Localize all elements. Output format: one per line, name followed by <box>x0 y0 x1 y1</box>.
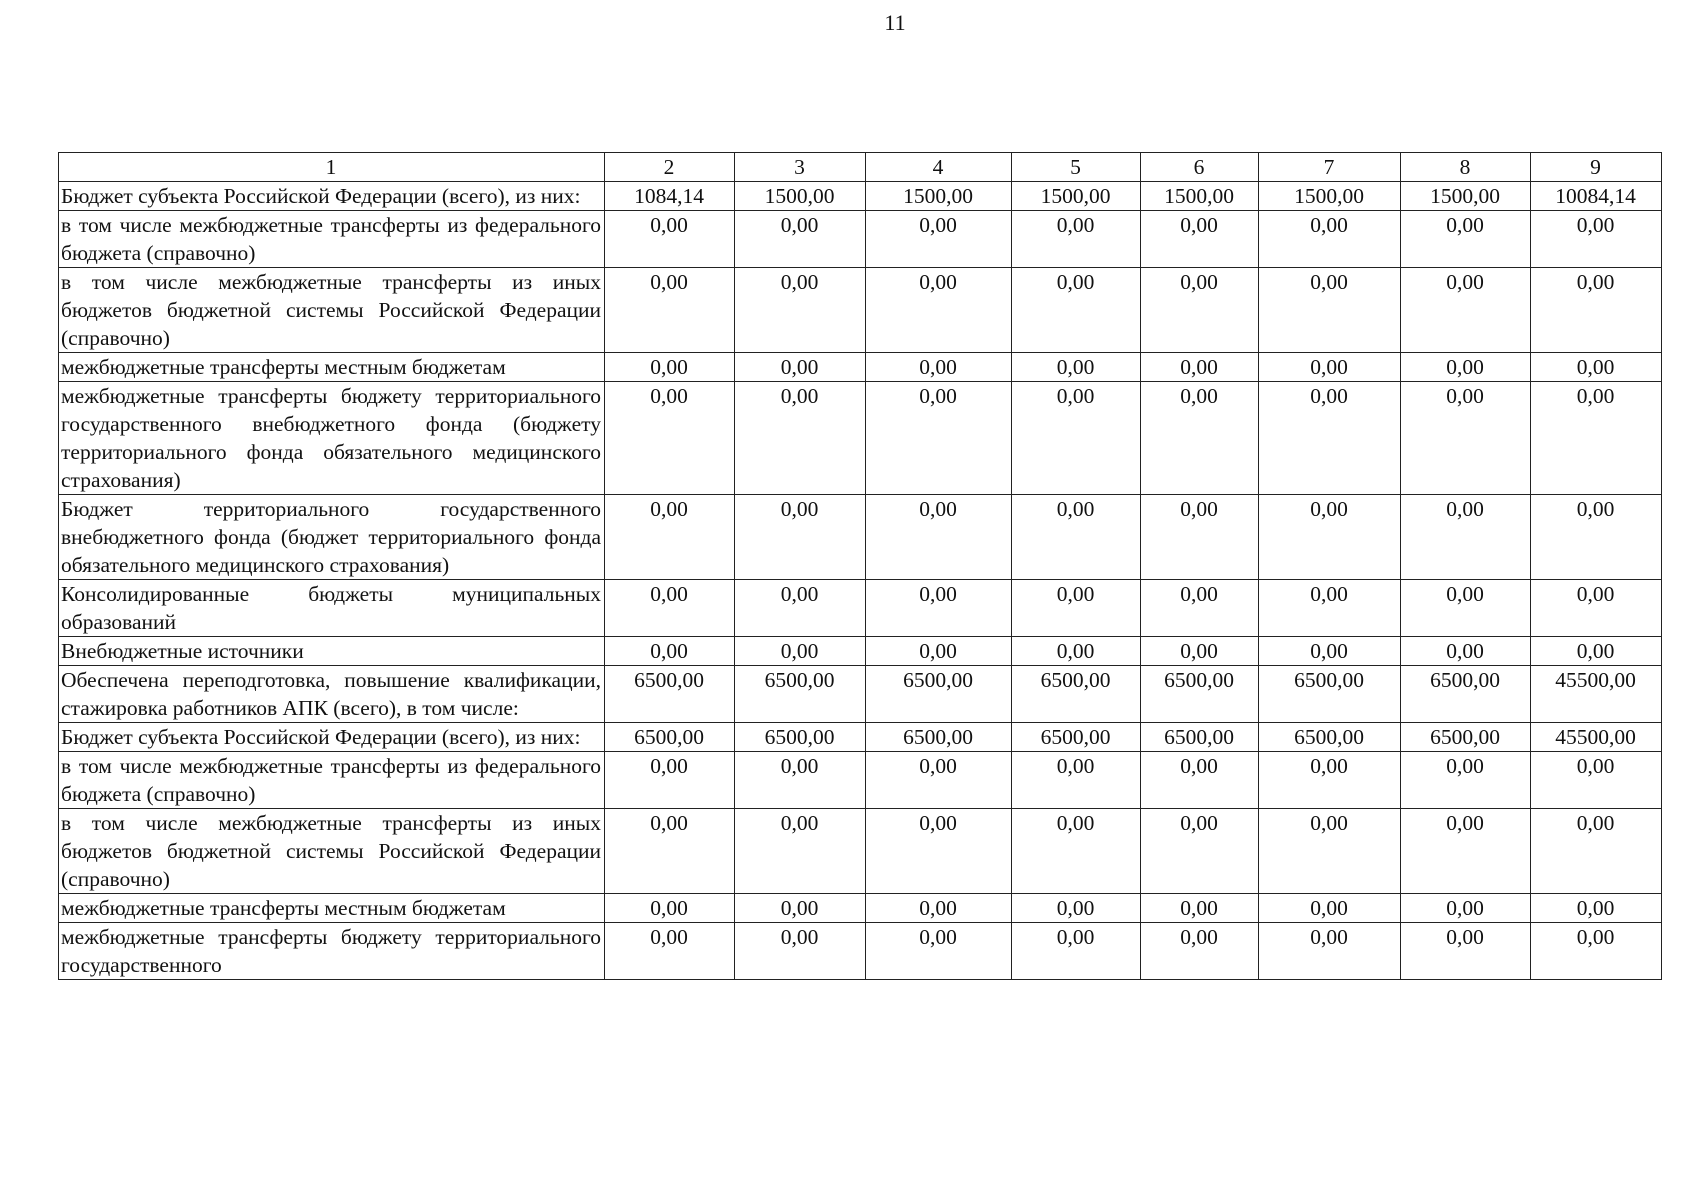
value-cell-col-5: 0,00 <box>1012 382 1141 495</box>
table-row <box>59 495 1662 580</box>
value-cell-col-6: 0,00 <box>1141 894 1259 923</box>
row-label: Бюджет субъекта Российской Федерации (всего), из них: <box>59 723 605 752</box>
value-cell-col-5: 0,00 <box>1012 268 1141 353</box>
value-cell-col-3: 6500,00 <box>735 666 866 723</box>
value-cell-col-7: 1500,00 <box>1259 182 1401 211</box>
value-cell-col-2: 0,00 <box>605 382 735 495</box>
value-cell-col-4: 0,00 <box>866 809 1012 894</box>
value-cell-col-6: 6500,00 <box>1141 723 1259 752</box>
value-cell-col-2: 0,00 <box>605 752 735 809</box>
table-row <box>59 580 1662 637</box>
value-cell-col-6: 0,00 <box>1141 923 1259 980</box>
row-label: межбюджетные трансферты бюджету территориального государственного внебюджетного фонда (бюджету территориального фонда обязательного медицинского страхования) <box>59 382 605 495</box>
value-cell-col-3: 0,00 <box>735 382 866 495</box>
value-cell-col-6: 0,00 <box>1141 353 1259 382</box>
value-cell-col-3: 0,00 <box>735 809 866 894</box>
value-cell-col-8: 0,00 <box>1401 580 1531 637</box>
value-cell-col-8: 0,00 <box>1401 752 1531 809</box>
value-cell-col-4: 6500,00 <box>866 723 1012 752</box>
table-row <box>59 268 1662 353</box>
value-cell-col-6: 0,00 <box>1141 495 1259 580</box>
table-row <box>59 182 1662 211</box>
value-cell-col-2: 0,00 <box>605 211 735 268</box>
value-cell-col-7: 0,00 <box>1259 752 1401 809</box>
value-cell-col-2: 0,00 <box>605 923 735 980</box>
value-cell-col-5: 0,00 <box>1012 809 1141 894</box>
value-cell-col-7: 6500,00 <box>1259 666 1401 723</box>
value-cell-col-3: 0,00 <box>735 637 866 666</box>
column-header-6: 6 <box>1141 153 1259 182</box>
row-label: межбюджетные трансферты местным бюджетам <box>59 894 605 923</box>
value-cell-col-9: 0,00 <box>1531 495 1662 580</box>
column-header-4: 4 <box>866 153 1012 182</box>
value-cell-col-2: 0,00 <box>605 894 735 923</box>
column-header-5: 5 <box>1012 153 1141 182</box>
value-cell-col-7: 0,00 <box>1259 211 1401 268</box>
value-cell-col-4: 0,00 <box>866 495 1012 580</box>
budget-table <box>58 152 1662 980</box>
value-cell-col-5: 0,00 <box>1012 637 1141 666</box>
value-cell-col-9: 45500,00 <box>1531 666 1662 723</box>
value-cell-col-3: 0,00 <box>735 923 866 980</box>
value-cell-col-8: 0,00 <box>1401 809 1531 894</box>
value-cell-col-6: 0,00 <box>1141 752 1259 809</box>
value-cell-col-3: 0,00 <box>735 894 866 923</box>
value-cell-col-6: 0,00 <box>1141 211 1259 268</box>
column-header-9: 9 <box>1531 153 1662 182</box>
value-cell-col-4: 0,00 <box>866 923 1012 980</box>
table-row <box>59 723 1662 752</box>
value-cell-col-5: 6500,00 <box>1012 723 1141 752</box>
value-cell-col-6: 0,00 <box>1141 382 1259 495</box>
value-cell-col-2: 0,00 <box>605 268 735 353</box>
value-cell-col-7: 0,00 <box>1259 637 1401 666</box>
table-row <box>59 894 1662 923</box>
row-label: межбюджетные трансферты бюджету территориального государственного <box>59 923 605 980</box>
value-cell-col-9: 0,00 <box>1531 894 1662 923</box>
page-number: 11 <box>884 10 906 35</box>
value-cell-col-9: 0,00 <box>1531 637 1662 666</box>
value-cell-col-2: 6500,00 <box>605 666 735 723</box>
value-cell-col-8: 0,00 <box>1401 923 1531 980</box>
table-row <box>59 752 1662 809</box>
value-cell-col-7: 0,00 <box>1259 809 1401 894</box>
value-cell-col-7: 6500,00 <box>1259 723 1401 752</box>
table-row <box>59 809 1662 894</box>
value-cell-col-9: 0,00 <box>1531 211 1662 268</box>
table-row <box>59 923 1662 980</box>
value-cell-col-8: 6500,00 <box>1401 723 1531 752</box>
value-cell-col-8: 0,00 <box>1401 637 1531 666</box>
value-cell-col-6: 1500,00 <box>1141 182 1259 211</box>
value-cell-col-5: 0,00 <box>1012 752 1141 809</box>
value-cell-col-8: 0,00 <box>1401 495 1531 580</box>
value-cell-col-3: 0,00 <box>735 211 866 268</box>
row-label: Обеспечена переподготовка, повышение квалификации, стажировка работников АПК (всего), в том числе: <box>59 666 605 723</box>
value-cell-col-3: 0,00 <box>735 495 866 580</box>
row-label: Консолидированные бюджеты муниципальных образований <box>59 580 605 637</box>
column-header-8: 8 <box>1401 153 1531 182</box>
value-cell-col-7: 0,00 <box>1259 353 1401 382</box>
value-cell-col-7: 0,00 <box>1259 580 1401 637</box>
row-label: в том числе межбюджетные трансферты из федерального бюджета (справочно) <box>59 211 605 268</box>
value-cell-col-5: 1500,00 <box>1012 182 1141 211</box>
value-cell-col-7: 0,00 <box>1259 923 1401 980</box>
header-row <box>59 153 1662 182</box>
row-label: в том числе межбюджетные трансферты из федерального бюджета (справочно) <box>59 752 605 809</box>
table-row <box>59 637 1662 666</box>
value-cell-col-8: 0,00 <box>1401 894 1531 923</box>
value-cell-col-9: 0,00 <box>1531 382 1662 495</box>
budget-table-container <box>58 152 1661 980</box>
value-cell-col-2: 0,00 <box>605 495 735 580</box>
value-cell-col-3: 0,00 <box>735 752 866 809</box>
value-cell-col-6: 0,00 <box>1141 580 1259 637</box>
value-cell-col-4: 0,00 <box>866 353 1012 382</box>
row-label: Бюджет территориального государственного внебюджетного фонда (бюджет территориального фонда обязательного медицинского страхования) <box>59 495 605 580</box>
value-cell-col-8: 1500,00 <box>1401 182 1531 211</box>
value-cell-col-2: 1084,14 <box>605 182 735 211</box>
value-cell-col-5: 0,00 <box>1012 353 1141 382</box>
value-cell-col-9: 0,00 <box>1531 752 1662 809</box>
value-cell-col-7: 0,00 <box>1259 382 1401 495</box>
value-cell-col-4: 6500,00 <box>866 666 1012 723</box>
table-row <box>59 382 1662 495</box>
value-cell-col-4: 0,00 <box>866 580 1012 637</box>
value-cell-col-4: 0,00 <box>866 894 1012 923</box>
row-label: Бюджет субъекта Российской Федерации (всего), из них: <box>59 182 605 211</box>
value-cell-col-4: 1500,00 <box>866 182 1012 211</box>
value-cell-col-4: 0,00 <box>866 752 1012 809</box>
value-cell-col-6: 0,00 <box>1141 268 1259 353</box>
value-cell-col-5: 0,00 <box>1012 495 1141 580</box>
value-cell-col-7: 0,00 <box>1259 268 1401 353</box>
value-cell-col-4: 0,00 <box>866 637 1012 666</box>
value-cell-col-4: 0,00 <box>866 211 1012 268</box>
value-cell-col-9: 0,00 <box>1531 268 1662 353</box>
value-cell-col-5: 0,00 <box>1012 894 1141 923</box>
table-row <box>59 353 1662 382</box>
value-cell-col-3: 0,00 <box>735 580 866 637</box>
row-label: Внебюджетные источники <box>59 637 605 666</box>
value-cell-col-6: 0,00 <box>1141 809 1259 894</box>
table-row <box>59 666 1662 723</box>
value-cell-col-2: 0,00 <box>605 637 735 666</box>
value-cell-col-8: 0,00 <box>1401 268 1531 353</box>
value-cell-col-8: 0,00 <box>1401 353 1531 382</box>
value-cell-col-2: 0,00 <box>605 809 735 894</box>
value-cell-col-2: 0,00 <box>605 353 735 382</box>
value-cell-col-5: 0,00 <box>1012 923 1141 980</box>
row-label: в том числе межбюджетные трансферты из иных бюджетов бюджетной системы Российской Федерации (справочно) <box>59 268 605 353</box>
value-cell-col-5: 6500,00 <box>1012 666 1141 723</box>
column-header-2: 2 <box>605 153 735 182</box>
table-body <box>59 182 1662 980</box>
value-cell-col-6: 6500,00 <box>1141 666 1259 723</box>
value-cell-col-3: 0,00 <box>735 353 866 382</box>
value-cell-col-9: 0,00 <box>1531 809 1662 894</box>
column-header-3: 3 <box>735 153 866 182</box>
column-header-7: 7 <box>1259 153 1401 182</box>
value-cell-col-9: 10084,14 <box>1531 182 1662 211</box>
value-cell-col-3: 6500,00 <box>735 723 866 752</box>
value-cell-col-8: 6500,00 <box>1401 666 1531 723</box>
value-cell-col-3: 0,00 <box>735 268 866 353</box>
value-cell-col-2: 6500,00 <box>605 723 735 752</box>
table-row <box>59 211 1662 268</box>
row-label: межбюджетные трансферты местным бюджетам <box>59 353 605 382</box>
value-cell-col-9: 0,00 <box>1531 923 1662 980</box>
value-cell-col-9: 0,00 <box>1531 353 1662 382</box>
value-cell-col-9: 0,00 <box>1531 580 1662 637</box>
value-cell-col-5: 0,00 <box>1012 211 1141 268</box>
value-cell-col-5: 0,00 <box>1012 580 1141 637</box>
value-cell-col-8: 0,00 <box>1401 382 1531 495</box>
value-cell-col-8: 0,00 <box>1401 211 1531 268</box>
value-cell-col-4: 0,00 <box>866 382 1012 495</box>
value-cell-col-2: 0,00 <box>605 580 735 637</box>
value-cell-col-3: 1500,00 <box>735 182 866 211</box>
column-header-1: 1 <box>59 153 605 182</box>
value-cell-col-4: 0,00 <box>866 268 1012 353</box>
value-cell-col-6: 0,00 <box>1141 637 1259 666</box>
row-label: в том числе межбюджетные трансферты из иных бюджетов бюджетной системы Российской Федерации (справочно) <box>59 809 605 894</box>
value-cell-col-9: 45500,00 <box>1531 723 1662 752</box>
value-cell-col-7: 0,00 <box>1259 495 1401 580</box>
value-cell-col-7: 0,00 <box>1259 894 1401 923</box>
